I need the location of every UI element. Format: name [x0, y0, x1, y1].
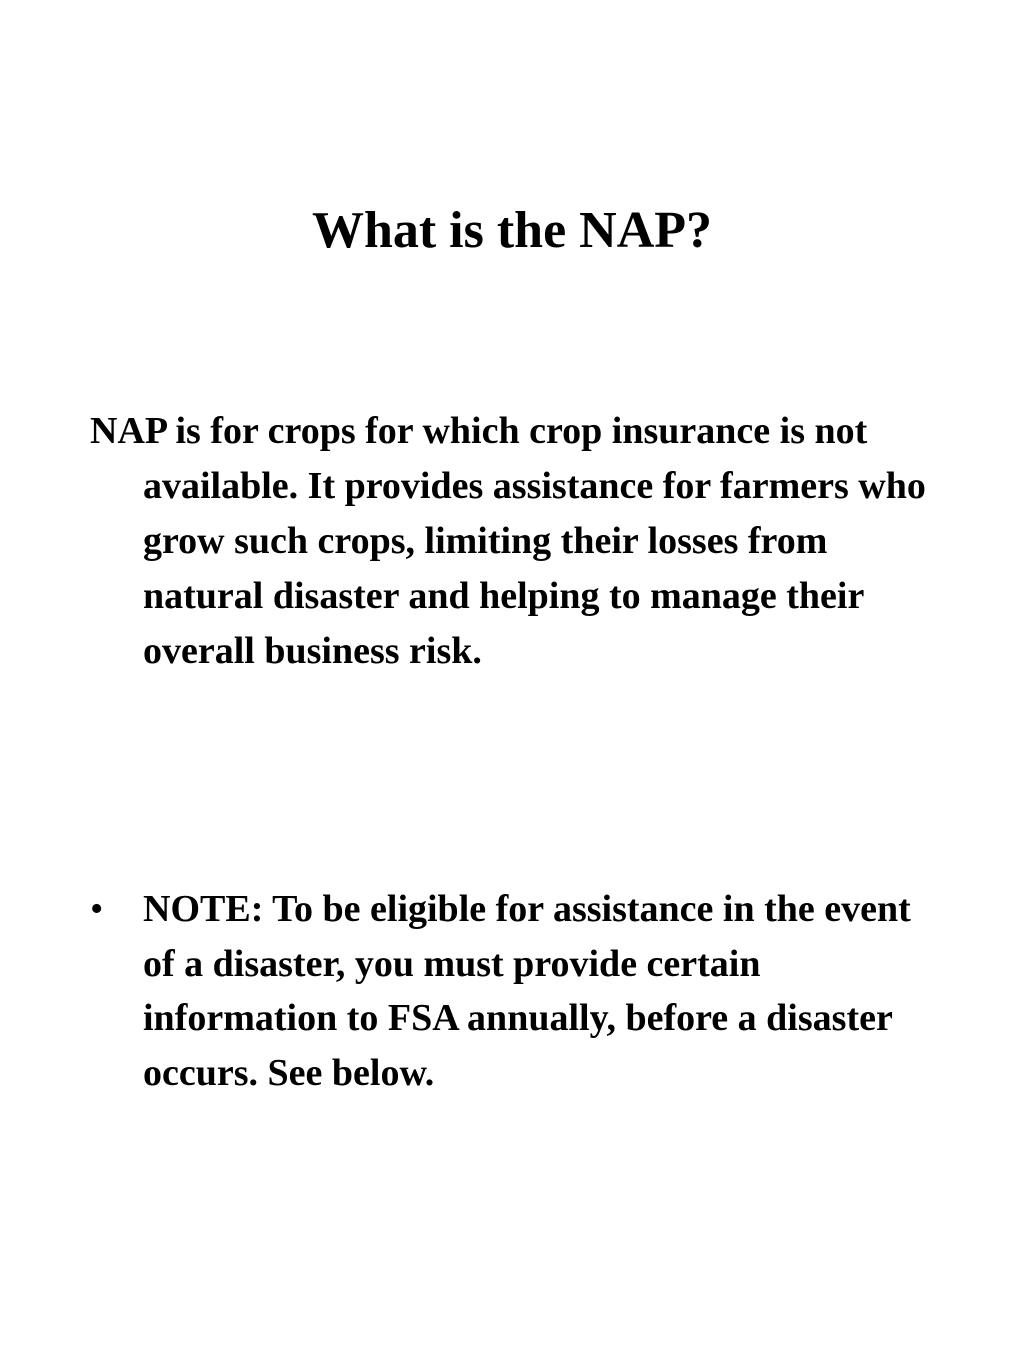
note-bullet-item	[90, 882, 950, 1100]
slide-title: What is the NAP?	[311, 202, 713, 259]
note-text: NOTE: To be eligible for assistance in the event of a disaster, you must provide certain information to FSA annually, before a disaster occurs. See below.	[143, 888, 911, 1094]
nap-description-paragraph: NAP is for crops for which crop insurance is not available. It provides assistance for farmers who grow such crops, limiting their losses from natural disaster and helping to manage their overall business risk.	[90, 410, 926, 672]
bullet-icon: •	[90, 888, 104, 930]
